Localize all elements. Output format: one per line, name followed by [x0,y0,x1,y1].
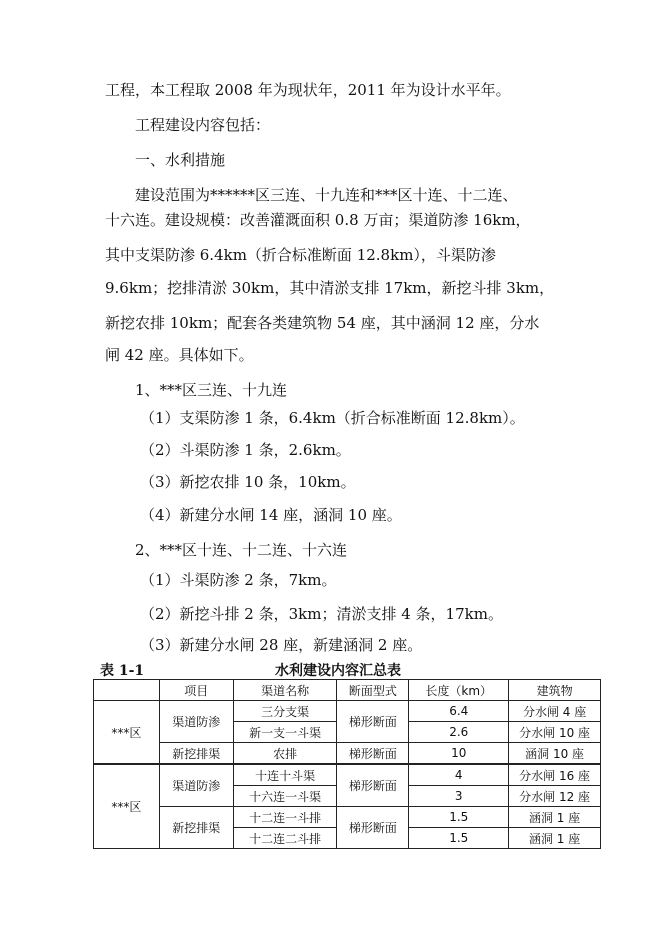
list-item: （1）斗渠防渗 2 条，7km。 [140,571,337,589]
table-row [94,743,601,765]
paragraph-line: 工程建设内容包括： [135,116,271,134]
building-cell: 分水闸 10 座 [509,722,601,743]
area-cell: ***区 [94,701,160,765]
header-cell [94,680,160,701]
canal-name-cell: 十六连一斗渠 [233,786,337,807]
canal-name-cell: 十二连一斗排 [233,807,337,828]
canal-name-cell: 十连十斗渠 [233,764,337,786]
building-cell: 分水闸 4 座 [509,701,601,722]
table-label: 表 1-1 [100,663,145,679]
header-cell: 渠道名称 [233,680,337,701]
building-cell: 涵洞 1 座 [509,828,601,849]
building-cell: 涵洞 10 座 [509,743,601,765]
paragraph-line: 其中支渠防渗 6.4km（折合标准断面 12.8km），斗渠防渗 [105,246,496,264]
length-cell: 10 [409,743,509,765]
length-cell: 6.4 [409,701,509,722]
subsection-heading: 1、***区三连、十九连 [135,381,288,399]
section-cell: 梯形断面 [337,764,409,807]
header-cell: 项目 [159,680,233,701]
length-cell: 1.5 [409,807,509,828]
table-row [94,807,601,828]
list-item: （2）新挖斗排 2 条，3km；清淤支排 4 条，17km。 [140,605,503,623]
paragraph-line: 9.6km；挖排清淤 30km，其中清淤支排 17km，新挖斗排 3km， [105,279,555,297]
section-cell: 梯形断面 [337,701,409,743]
paragraph-line: 闸 42 座。具体如下。 [105,346,254,364]
table-header-row [94,680,601,701]
paragraph-line: 建设范围为******区三连、十九连和***区十连、十二连、 [135,186,518,204]
area-cell: ***区 [94,764,160,849]
project-cell: 渠道防渗 [159,701,233,743]
project-cell: 新挖排渠 [159,807,233,849]
header-cell: 长度（km） [409,680,509,701]
list-item: （3）新建分水闸 28 座，新建涵洞 2 座。 [140,636,423,654]
summary-table [93,679,601,849]
building-cell: 分水闸 16 座 [509,764,601,786]
list-item: （1）支渠防渗 1 条，6.4km（折合标准断面 12.8km）。 [140,409,525,427]
section-cell: 梯形断面 [337,743,409,765]
project-cell: 渠道防渗 [159,764,233,807]
paragraph-line: 十六连。建设规模：改善灌溉面积 0.8 万亩；渠道防渗 16km， [105,211,531,229]
list-item: （4）新建分水闸 14 座，涵洞 10 座。 [140,506,402,524]
building-cell: 涵洞 1 座 [509,807,601,828]
project-cell: 新挖排渠 [159,743,233,765]
table-row [94,764,601,786]
building-cell: 分水闸 12 座 [509,786,601,807]
length-cell: 3 [409,786,509,807]
canal-name-cell: 三分支渠 [233,701,337,722]
table-title: 水利建设内容汇总表 [275,663,401,679]
length-cell: 2.6 [409,722,509,743]
table-row [94,701,601,722]
length-cell: 1.5 [409,828,509,849]
paragraph-line: 工程，本工程取 2008 年为现状年，2011 年为设计水平年。 [105,81,511,99]
section-cell: 梯形断面 [337,807,409,849]
paragraph-line: 新挖农排 10km；配套各类建筑物 54 座，其中涵洞 12 座，分水 [105,314,540,332]
length-cell: 4 [409,764,509,786]
canal-name-cell: 新一支一斗渠 [233,722,337,743]
canal-name-cell: 十二连二斗排 [233,828,337,849]
subsection-heading: 2、***区十连、十二连、十六连 [135,541,348,559]
section-heading: 一、水利措施 [135,151,226,169]
header-cell: 建筑物 [509,680,601,701]
header-cell: 断面型式 [337,680,409,701]
canal-name-cell: 农排 [233,743,337,765]
list-item: （2）斗渠防渗 1 条，2.6km。 [140,441,351,459]
list-item: （3）新挖农排 10 条，10km。 [140,473,356,491]
